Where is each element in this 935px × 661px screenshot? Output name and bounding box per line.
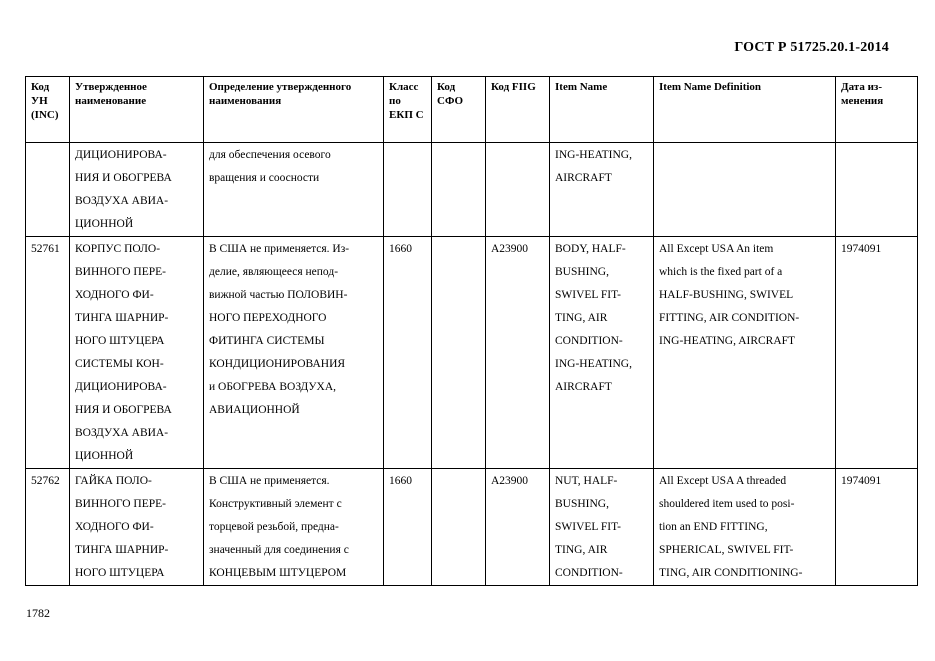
cell-item-name-definition — [654, 143, 836, 237]
cell-sfo — [432, 237, 486, 469]
cell-class: 1660 — [384, 237, 432, 469]
cell-fiig — [486, 143, 550, 237]
column-header-change-date: Дата из-менения — [836, 77, 918, 143]
cell-item-name: BODY, HALF- BUSHING, SWIVEL FIT- TING, AIR CONDITION- ING-HEATING, AIRCRAFT — [550, 237, 654, 469]
column-header-approved-name: Утвержденное наименование — [70, 77, 204, 143]
column-header-fiig: Код FIIG — [486, 77, 550, 143]
cell-definition: для обеспечения осевого вращения и соосности — [204, 143, 384, 237]
page-number: 1782 — [26, 606, 50, 620]
cell-item-name-definition: All Except USA A threaded shouldered item used to posi- tion an END FITTING, SPHERICAL, SWIVEL FIT- TING, AIR CONDITIONING- — [654, 469, 836, 586]
cell-item-name: NUT, HALF- BUSHING, SWIVEL FIT- TING, AIR CONDITION- — [550, 469, 654, 586]
cell-approved-name: КОРПУС ПОЛО- ВИННОГО ПЕРЕ- ХОДНОГО ФИ- ТИНГА ШАРНИР- НОГО ШТУЦЕРА СИСТЕМЫ КОН- ДИЦИОНИРОВА- НИЯ И ОБОГРЕВА ВОЗДУХА АВИА- ЦИОННОЙ — [70, 237, 204, 469]
cell-definition: В США не применяется. Из- делие, являющееся непод- вижной частью ПОЛОВИН- НОГО ПЕРЕХОДНОГО ФИТИНГА СИСТЕМЫ КОНДИЦИОНИРОВАНИЯ и ОБОГРЕВА ВОЗДУХА, АВИАЦИОННОЙ — [204, 237, 384, 469]
cell-approved-name: ГАЙКА ПОЛО- ВИННОГО ПЕРЕ- ХОДНОГО ФИ- ТИНГА ШАРНИР- НОГО ШТУЦЕРА — [70, 469, 204, 586]
cell-item-name-definition: All Except USA An item which is the fixed part of a HALF-BUSHING, SWIVEL FITTING, AIR CONDITION- ING-HEATING, AIRCRAFT — [654, 237, 836, 469]
column-header-inc: Код УН (INC) — [26, 77, 70, 143]
item-names-table — [25, 76, 918, 586]
cell-inc: 52761 — [26, 237, 70, 469]
column-header-sfo: Код СФО — [432, 77, 486, 143]
table-row — [26, 469, 918, 586]
cell-class: 1660 — [384, 469, 432, 586]
cell-fiig: A23900 — [486, 469, 550, 586]
cell-change-date — [836, 143, 918, 237]
cell-inc: 52762 — [26, 469, 70, 586]
column-header-item-name: Item Name — [550, 77, 654, 143]
cell-item-name: ING-HEATING, AIRCRAFT — [550, 143, 654, 237]
document-code: ГОСТ Р 51725.20.1-2014 — [734, 40, 889, 55]
table-row — [26, 143, 918, 237]
table-row — [26, 237, 918, 469]
table-header-row — [26, 77, 918, 143]
cell-sfo — [432, 469, 486, 586]
column-header-class: Класс по ЕКП С — [384, 77, 432, 143]
cell-change-date: 1974091 — [836, 469, 918, 586]
column-header-definition: Определение утвержденного наименования — [204, 77, 384, 143]
cell-class — [384, 143, 432, 237]
cell-definition: В США не применяется. Конструктивный элемент с торцевой резьбой, предна- значенный для соединения с КОНЦЕВЫМ ШТУЦЕРОМ — [204, 469, 384, 586]
cell-approved-name: ДИЦИОНИРОВА- НИЯ И ОБОГРЕВА ВОЗДУХА АВИА- ЦИОННОЙ — [70, 143, 204, 237]
cell-fiig: A23900 — [486, 237, 550, 469]
cell-change-date: 1974091 — [836, 237, 918, 469]
cell-sfo — [432, 143, 486, 237]
cell-inc — [26, 143, 70, 237]
column-header-item-name-definition: Item Name Definition — [654, 77, 836, 143]
